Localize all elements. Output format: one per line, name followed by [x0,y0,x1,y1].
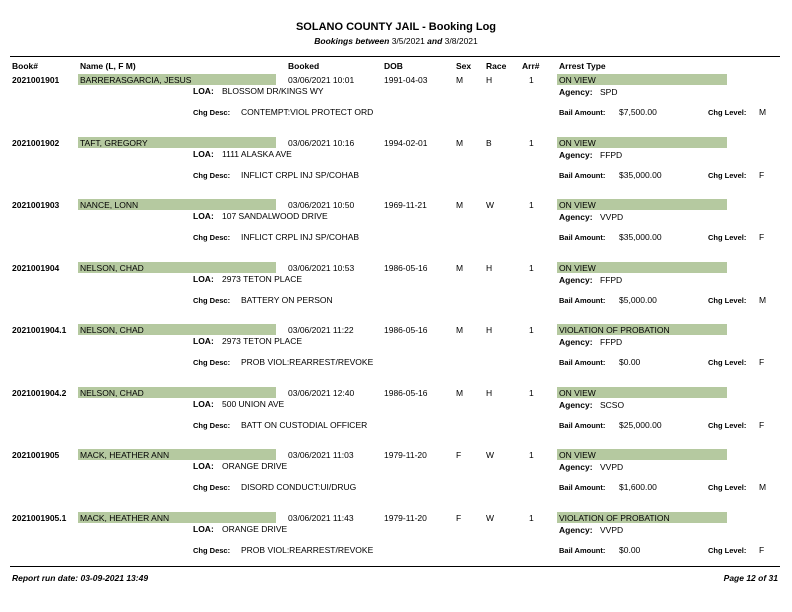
date-of-birth: 1986-05-16 [384,262,428,273]
start-date: 3/5/2021 [391,36,425,46]
report-run-date: Report run date: 03-09-2021 13:49 [12,573,149,583]
race-value: H [486,75,493,85]
arrest-number: 1 [529,325,534,335]
agency-value: SPD [600,87,618,97]
sex-value: M [456,200,464,210]
arrest-type: VIOLATION OF PROBATION [559,325,670,335]
agency-label: Agency: [559,462,593,472]
col-header-dob: DOB [384,61,403,71]
date-of-birth: 1979-11-20 [384,512,427,523]
booking-record [0,75,792,137]
loa-value: 2973 TETON PLACE [222,273,303,284]
loa-value: ORANGE DRIVE [222,461,288,471]
arrest-number: 1 [529,75,534,85]
booking-record [0,138,792,200]
person-name: MACK, HEATHER ANN [80,512,170,523]
book-number: 2021001901 [12,75,60,85]
bail-amount-value: $0.00 [619,544,641,555]
loa-value: BLOSSOM DR/KINGS WY [222,86,324,96]
arrest-number: 1 [529,387,534,398]
col-header-book: Book# [12,61,38,71]
booked-datetime: 03/06/2021 10:53 [288,262,355,273]
bail-amount-label: Bail Amount: [559,545,606,555]
sex-value: F [456,512,462,523]
book-number: 2021001905.1 [12,512,67,523]
arrest-type: VIOLATION OF PROBATION [559,512,670,523]
chg-desc-label: Chg Desc: [193,420,231,430]
booked-datetime: 03/06/2021 11:43 [288,512,354,523]
race-value: H [486,387,493,398]
loa-label: LOA: [193,86,214,96]
arrest-type: ON VIEW [559,75,596,85]
race-value: W [486,200,495,210]
person-name: BARRERASGARCIA, JESUS [80,75,192,85]
loa-label: LOA: [193,398,214,409]
agency-label: Agency: [559,337,593,347]
chg-desc-value: BATTERY ON PERSON [241,294,333,305]
chg-desc-value: PROB VIOL:REARREST/REVOKE [241,544,374,555]
sex-value: M [456,75,464,85]
agency-value: FFPD [600,337,623,347]
bail-amount-label: Bail Amount: [559,420,606,430]
sex-value: F [456,450,462,460]
bail-amount-label: Bail Amount: [559,483,606,492]
chg-desc-label: Chg Desc: [193,358,231,367]
col-header-race: Race [486,61,507,71]
loa-value: 1111 ALASKA AVE [222,148,292,159]
agency-label: Agency: [559,212,593,222]
chg-desc-label: Chg Desc: [193,545,231,555]
arrest-type: ON VIEW [559,262,596,273]
arrest-number: 1 [529,450,534,460]
race-value: W [486,512,495,523]
person-name: NELSON, CHAD [80,262,144,273]
loa-value: ORANGE DRIVE [222,523,288,534]
chg-level-value: M [759,294,767,305]
agency-label: Agency: [559,87,593,97]
footer-divider [10,566,780,567]
agency-label: Agency: [559,274,593,285]
date-of-birth: 1986-05-16 [384,325,428,335]
chg-level-value: F [759,232,765,242]
chg-desc-label: Chg Desc: [193,233,231,242]
booked-datetime: 03/06/2021 12:40 [288,387,355,398]
chg-desc-label: Chg Desc: [193,295,231,305]
col-header-sex: Sex [456,61,472,71]
race-value: W [486,450,495,460]
loa-value: 2973 TETON PLACE [222,336,303,346]
chg-level-label: Chg Level: [708,295,747,305]
booking-record [0,200,792,262]
chg-desc-value: INFLICT CRPL INJ SP/COHAB [241,232,360,242]
book-number: 2021001904 [12,262,60,273]
arrest-type: ON VIEW [559,137,596,148]
sex-value: M [456,387,464,398]
sex-value: M [456,137,464,148]
date-of-birth: 1994-02-01 [384,137,428,148]
loa-label: LOA: [193,148,214,159]
chg-level-label: Chg Level: [708,545,747,555]
chg-desc-value: BATT ON CUSTODIAL OFFICER [241,419,368,430]
agency-value: VVPD [600,462,624,472]
bail-amount-value: $5,000.00 [619,294,657,305]
date-of-birth: 1986-05-16 [384,387,428,398]
bail-amount-value: $35,000.00 [619,169,662,180]
chg-desc-label: Chg Desc: [193,108,231,117]
loa-label: LOA: [193,273,214,284]
race-value: H [486,262,493,273]
arrest-type: ON VIEW [559,450,596,460]
agency-value: VVPD [600,524,624,535]
chg-desc-value: INFLICT CRPL INJ SP/COHAB [241,169,360,180]
chg-level-value: M [759,107,767,117]
arrest-number: 1 [529,200,534,210]
booking-record [0,388,792,450]
agency-label: Agency: [559,399,593,410]
arrest-number: 1 [529,262,534,273]
loa-label: LOA: [193,211,214,221]
loa-label: LOA: [193,461,214,471]
loa-value: 500 UNION AVE [222,398,285,409]
agency-value: VVPD [600,212,624,222]
arrest-number: 1 [529,512,534,523]
bail-amount-label: Bail Amount: [559,295,606,305]
booking-record [0,325,792,387]
chg-level-label: Chg Level: [708,233,747,242]
book-number: 2021001902 [12,137,60,148]
booking-record [0,263,792,325]
agency-label: Agency: [559,524,593,535]
booked-datetime: 03/06/2021 10:16 [288,137,355,148]
chg-level-label: Chg Level: [708,483,747,492]
agency-value: FFPD [600,149,623,160]
page-number: Page 12 of 31 [723,573,778,583]
col-header-arr: Arr# [522,61,540,71]
col-header-booked: Booked [288,61,320,71]
person-name: NELSON, CHAD [80,387,144,398]
chg-desc-label: Chg Desc: [193,170,231,180]
chg-level-value: M [759,482,767,492]
bail-amount-value: $7,500.00 [619,107,657,117]
bail-amount-label: Bail Amount: [559,108,606,117]
booking-record [0,450,792,512]
report-subtitle [0,36,792,46]
chg-desc-value: PROB VIOL:REARREST/REVOKE [241,357,374,367]
subtitle-and: and [427,36,443,46]
chg-desc-value: CONTEMPT:VIOL PROTECT ORD [241,107,374,117]
loa-value: 107 SANDALWOOD DRIVE [222,211,328,221]
race-value: B [486,137,492,148]
subtitle-prefix: Bookings between [314,36,390,46]
book-number: 2021001903 [12,200,60,210]
loa-label: LOA: [193,523,214,534]
agency-value: SCSO [600,399,625,410]
book-number: 2021001904.1 [12,325,67,335]
arrest-number: 1 [529,137,534,148]
date-of-birth: 1979-11-20 [384,450,427,460]
chg-desc-label: Chg Desc: [193,483,231,492]
booked-datetime: 03/06/2021 10:50 [288,200,355,210]
bail-amount-value: $1,600.00 [619,482,657,492]
arrest-type: ON VIEW [559,200,596,210]
date-of-birth: 1969-11-21 [384,200,427,210]
bail-amount-label: Bail Amount: [559,170,606,180]
booked-datetime: 03/06/2021 11:22 [288,325,354,335]
sex-value: M [456,325,464,335]
bail-amount-value: $35,000.00 [619,232,662,242]
chg-desc-value: DISORD CONDUCT:UI/DRUG [241,482,357,492]
arrest-type: ON VIEW [559,387,596,398]
bail-amount-value: $0.00 [619,357,641,367]
bail-amount-label: Bail Amount: [559,233,606,242]
person-name: NANCE, LONN [80,200,139,210]
header-divider [10,56,780,57]
chg-level-value: F [759,169,765,180]
agency-value: FFPD [600,274,623,285]
bail-amount-label: Bail Amount: [559,358,606,367]
chg-level-label: Chg Level: [708,108,747,117]
bail-amount-value: $25,000.00 [619,419,662,430]
date-of-birth: 1991-04-03 [384,75,428,85]
race-value: H [486,325,493,335]
person-name: TAFT, GREGORY [80,137,148,148]
chg-level-label: Chg Level: [708,170,747,180]
col-header-name: Name (L, F M) [80,61,136,71]
chg-level-value: F [759,357,765,367]
chg-level-value: F [759,544,765,555]
chg-level-label: Chg Level: [708,358,747,367]
loa-label: LOA: [193,336,214,346]
book-number: 2021001905 [12,450,60,460]
agency-label: Agency: [559,149,593,160]
col-header-arrest-type: Arrest Type [559,61,606,71]
end-date: 3/8/2021 [444,36,478,46]
booked-datetime: 03/06/2021 11:03 [288,450,354,460]
person-name: NELSON, CHAD [80,325,144,335]
chg-level-value: F [759,419,765,430]
chg-level-label: Chg Level: [708,420,747,430]
person-name: MACK, HEATHER ANN [80,450,170,460]
book-number: 2021001904.2 [12,387,67,398]
booked-datetime: 03/06/2021 10:01 [288,75,355,85]
sex-value: M [456,262,464,273]
report-title: SOLANO COUNTY JAIL - Booking Log [295,21,497,33]
